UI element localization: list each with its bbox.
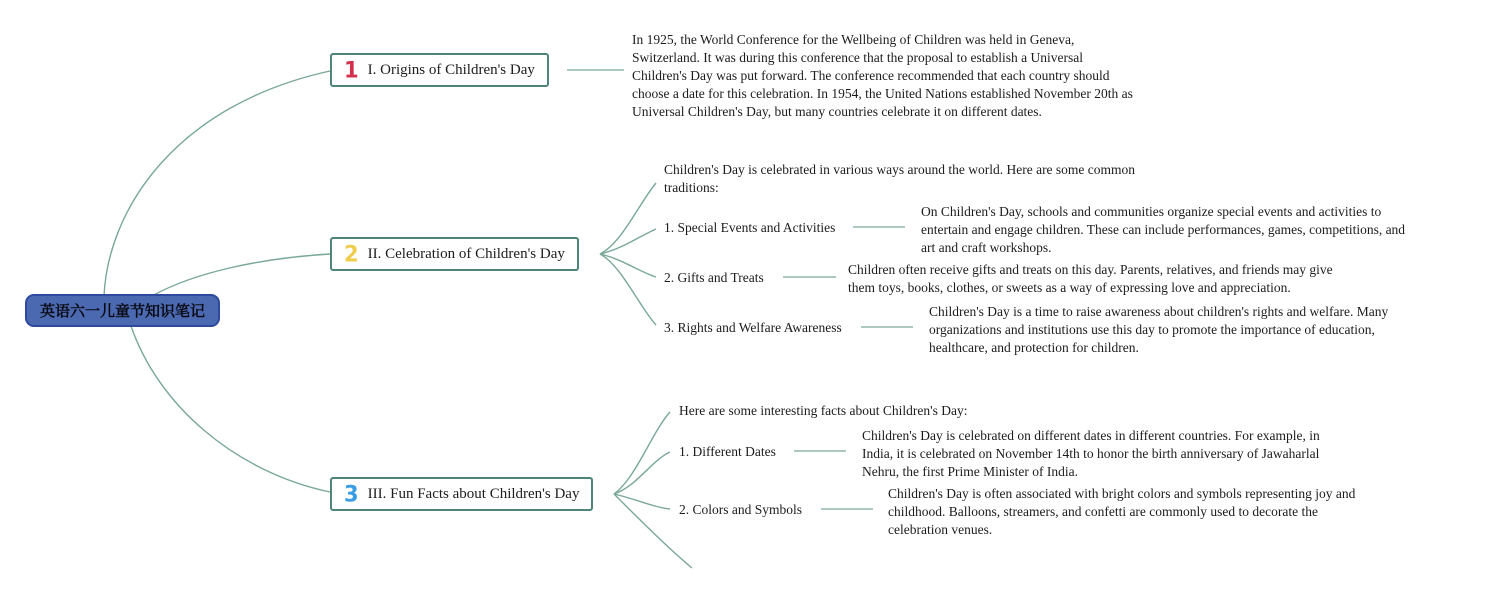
connector-branch2-item1 xyxy=(600,229,656,254)
connector-root-branch2 xyxy=(152,254,330,296)
branch-celebration[interactable] xyxy=(330,237,579,271)
item-gifts[interactable]: 2. Gifts and Treats xyxy=(664,270,764,285)
branch-fun-facts[interactable] xyxy=(330,477,593,511)
branch-origins[interactable] xyxy=(330,53,549,87)
branch-fun-facts-label: III. Fun Facts about Children's Day xyxy=(367,485,580,502)
note-colors-symbols[interactable]: Children's Day is often associated with bright colors and symbols representing joy and childhood. Balloons, streamers, and confetti are commonly used to decorate the celebration venues. xyxy=(888,486,1356,537)
note-different-dates[interactable]: Children's Day is celebrated on different dates in different countries. For example, in India, it is celebrated on November 14th to honor the birth anniversary of Jawaharlal Nehru, the first Prime Minister of India. xyxy=(862,428,1320,479)
note-gifts[interactable]: Children often receive gifts and treats on this day. Parents, relatives, and friends may give them toys, books, clothes, or sweets as a way of expressing love and appreciation. xyxy=(848,262,1333,295)
item-rights[interactable]: 3. Rights and Welfare Awareness xyxy=(664,320,842,335)
branch-celebration-label: II. Celebration of Children's Day xyxy=(367,245,565,262)
branch-origins-label: I. Origins of Children's Day xyxy=(367,61,535,78)
note-celebration-intro[interactable]: Children's Day is celebrated in various ways around the world. Here are some common traditions: xyxy=(664,162,1136,195)
connector-branch2-item2 xyxy=(600,254,656,277)
number-2-icon: 2 xyxy=(344,240,359,267)
root-topic[interactable]: 英语六一儿童节知识笔记 xyxy=(25,294,220,327)
note-special-events[interactable]: On Children's Day, schools and communities organize special events and activities to entertain and engage children. These can include performances, games, competitions, and art and craft workshops. xyxy=(921,204,1406,255)
number-3-icon: 3 xyxy=(344,480,359,507)
item-colors-symbols[interactable]: 2. Colors and Symbols xyxy=(679,502,803,517)
item-special-events[interactable]: 1. Special Events and Activities xyxy=(664,220,836,235)
note-rights[interactable]: Children's Day is a time to raise awareness about children's rights and welfare. Many organizations and institutions use this day to promote the importance of education, healthcare, and protection for children. xyxy=(929,304,1389,355)
number-1-icon: 1 xyxy=(344,56,359,83)
connector-root-branch1 xyxy=(104,71,330,296)
item-different-dates[interactable]: 1. Different Dates xyxy=(679,444,776,459)
connector-branch3-intro xyxy=(614,412,670,494)
note-origins[interactable]: In 1925, the World Conference for the Wellbeing of Children was held in Geneva, Switzerland. It was during this conference that the proposal to establish a Universal Children's Day was put forward. The conference recommended that each country should choose a date for this celebration. In 1954, the United Nations established November 20th as Universal Children's Day, but many countries celebrate it on different dates. xyxy=(632,32,1133,119)
note-fun-facts-intro[interactable]: Here are some interesting facts about Children's Day: xyxy=(679,403,968,418)
connector-root-branch3 xyxy=(131,326,330,492)
